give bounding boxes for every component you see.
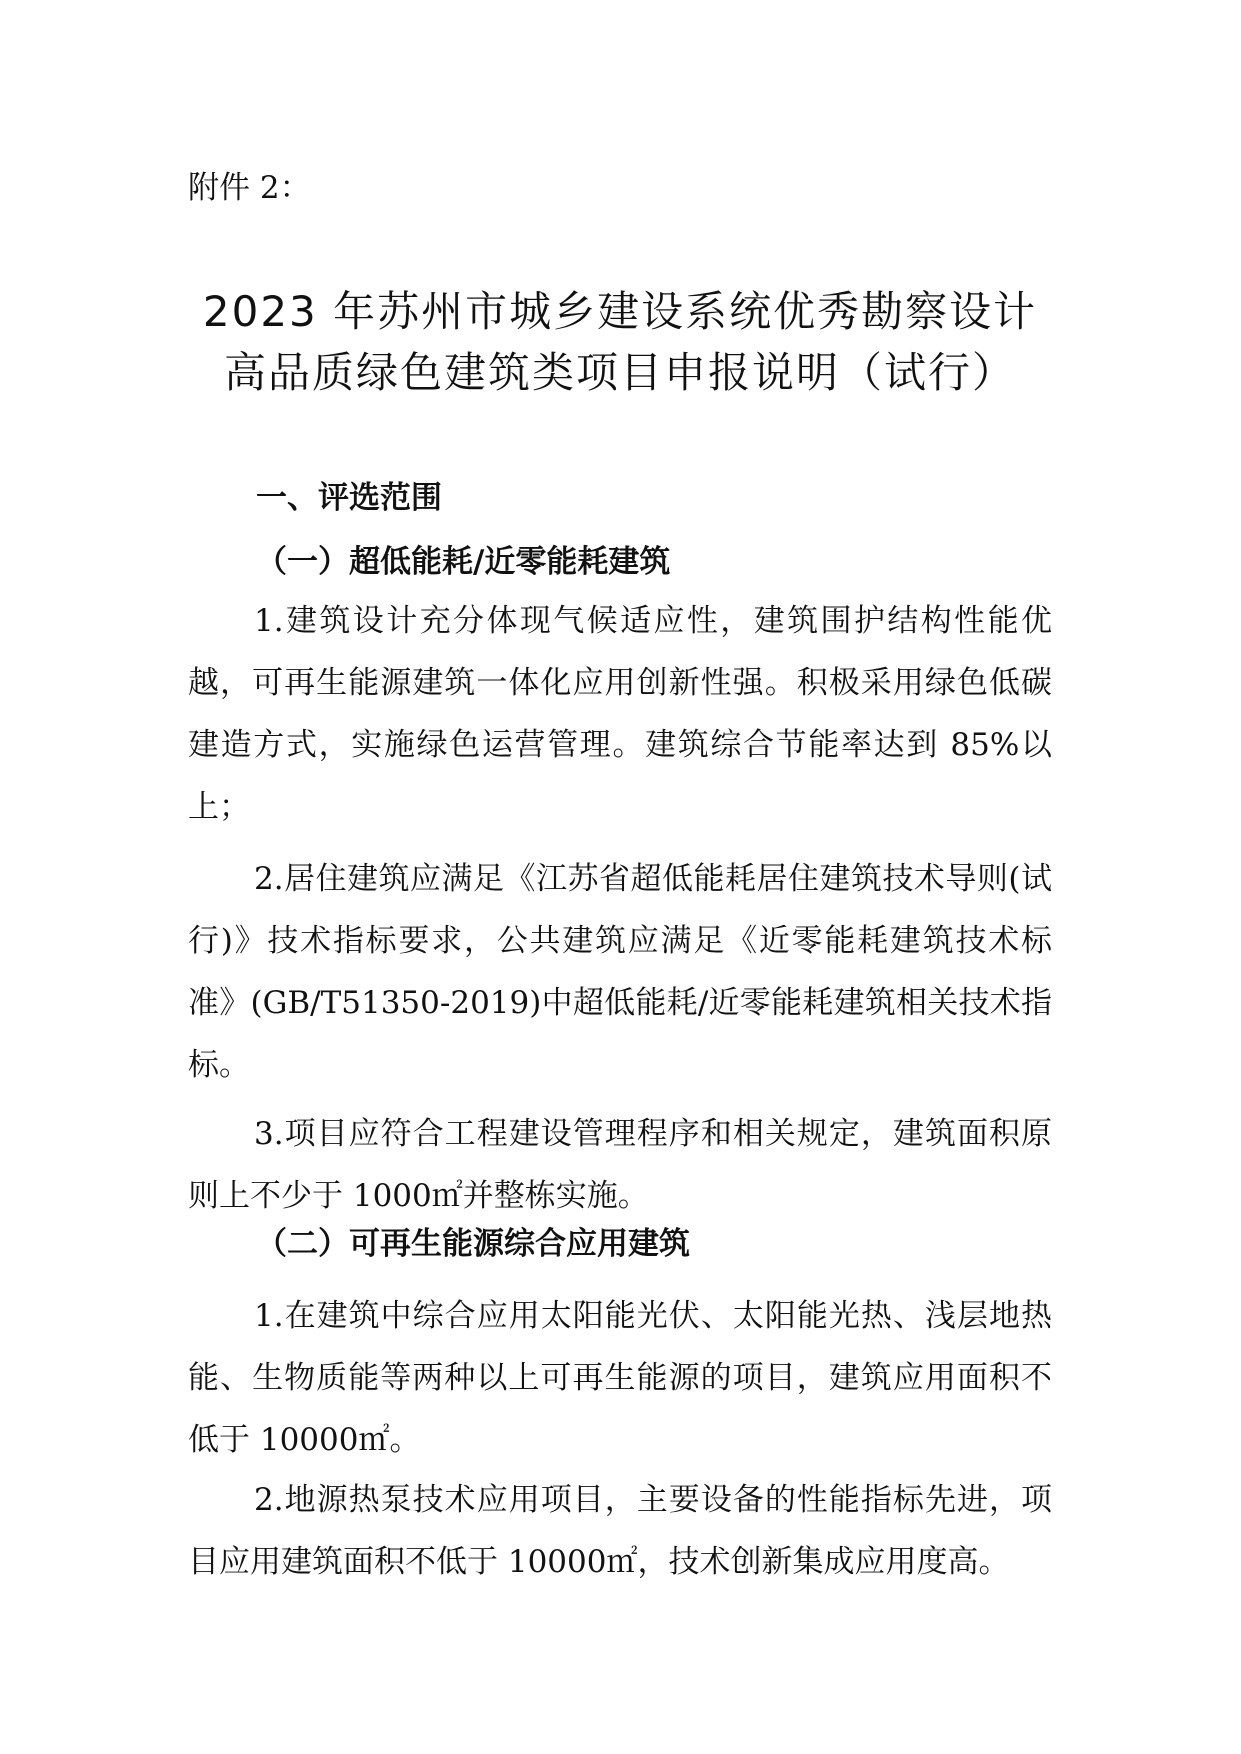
document-title-line-1: 2023 年苏州市城乡建设系统优秀勘察设计 xyxy=(202,287,1038,336)
subsection-heading-renewable-energy: （二）可再生能源综合应用建筑 xyxy=(256,1226,690,1262)
document-title-line-2: 高品质绿色建筑类项目申报说明（试行） xyxy=(223,348,1016,397)
paragraph-item-1-2: 2.居住建筑应满足《江苏省超低能耗居住建筑技术导则(试行)》技术指标要求，公共建筑应满足《近零能耗建筑技术标准》(GB/T51350-2019)中超低能耗/近零能耗建筑相关技术指标。 xyxy=(188,861,1052,1083)
paragraph-item-1-3: 3.项目应符合工程建设管理程序和相关规定，建筑面积原则上不少于 1000㎡并整栋实施。 xyxy=(188,1116,1052,1214)
paragraph-item-1-1: 1.建筑设计充分体现气候适应性，建筑围护结构性能优越，可再生能源建筑一体化应用创新性强。积极采用绿色低碳建造方式，实施绿色运营管理。建筑综合节能率达到 85%以上； xyxy=(188,603,1052,825)
subsection-heading-ultra-low-energy: （一）超低能耗/近零能耗建筑 xyxy=(256,544,671,580)
paragraph-item-2-1: 1.在建筑中综合应用太阳能光伏、太阳能光热、浅层地热能、生物质能等两种以上可再生能源的项目，建筑应用面积不低于 10000㎡。 xyxy=(188,1298,1052,1458)
paragraph-item-2-2: 2.地源热泵技术应用项目，主要设备的性能指标先进，项目应用建筑面积不低于 10000㎡，技术创新集成应用度高。 xyxy=(188,1482,1052,1580)
section-heading-evaluation-scope: 一、评选范围 xyxy=(256,480,442,516)
attachment-label: 附件 2： xyxy=(188,170,311,206)
